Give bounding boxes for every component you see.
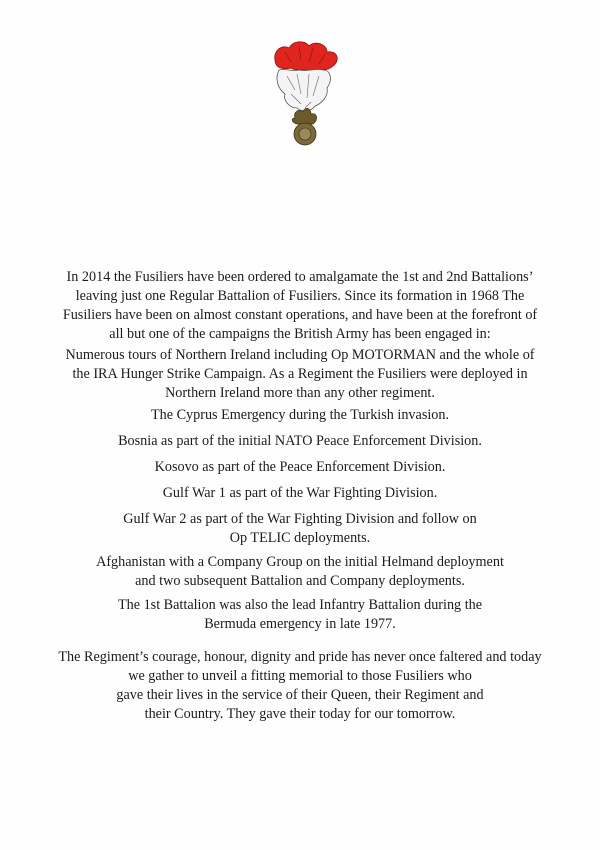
text-line: leaving just one Regular Battalion of Fusiliers. Since its formation in 1968 The xyxy=(75,288,525,304)
text-line: the IRA Hunger Strike Campaign. As a Regiment the Fusiliers were deployed in xyxy=(72,366,528,382)
text-line: all but one of the campaigns the British Army has been engaged in: xyxy=(109,326,491,342)
text-line: Gulf War 2 as part of the War Fighting Division and follow on xyxy=(123,511,477,527)
text-line: Gulf War 1 as part of the War Fighting Division. xyxy=(162,485,438,501)
text-line: Afghanistan with a Company Group on the initial Helmand deployment xyxy=(96,554,504,570)
northern-ireland-paragraph xyxy=(40,346,560,403)
hackle-red-top xyxy=(275,42,338,72)
bosnia-paragraph xyxy=(40,432,560,451)
text-line: Kosovo as part of the Peace Enforcement Division. xyxy=(154,459,446,475)
intro-paragraph xyxy=(40,268,560,344)
text-line: their Country. They gave their today for our tomorrow. xyxy=(144,706,456,722)
text-line: Numerous tours of Northern Ireland including Op MOTORMAN and the whole of xyxy=(65,347,535,363)
text-line: The 1st Battalion was also the lead Infantry Battalion during the xyxy=(117,597,483,613)
closing-paragraph xyxy=(40,648,560,724)
kosovo-paragraph xyxy=(40,458,560,477)
text-line: and two subsequent Battalion and Company deployments. xyxy=(135,573,465,589)
afghanistan-paragraph xyxy=(40,553,560,591)
grenade xyxy=(292,108,316,145)
gulf-war-1-paragraph xyxy=(40,484,560,503)
text-line: Bosnia as part of the initial NATO Peace Enforcement Division. xyxy=(118,433,482,449)
text-line: Bermuda emergency in late 1977. xyxy=(204,616,396,632)
text-line: gave their lives in the service of their Queen, their Regiment and xyxy=(116,687,484,703)
regimental-emblem-icon xyxy=(265,38,345,150)
text-line: In 2014 the Fusiliers have been ordered to amalgamate the 1st and 2nd Battalions’ xyxy=(66,269,534,285)
text-line: we gather to unveil a fitting memorial to those Fusiliers who xyxy=(128,668,472,684)
cyprus-paragraph xyxy=(40,406,560,425)
bermuda-paragraph xyxy=(40,596,560,634)
hackle-white-bottom xyxy=(277,69,330,110)
text-line: Northern Ireland more than any other regiment. xyxy=(165,385,435,401)
text-line: Op TELIC deployments. xyxy=(229,530,371,546)
text-line: The Regiment’s courage, honour, dignity and pride has never once faltered and today xyxy=(58,649,542,665)
text-line: The Cyprus Emergency during the Turkish invasion. xyxy=(150,407,450,423)
gulf-war-2-paragraph xyxy=(40,510,560,548)
text-line: Fusiliers have been on almost constant operations, and have been at the forefront of xyxy=(62,307,538,323)
